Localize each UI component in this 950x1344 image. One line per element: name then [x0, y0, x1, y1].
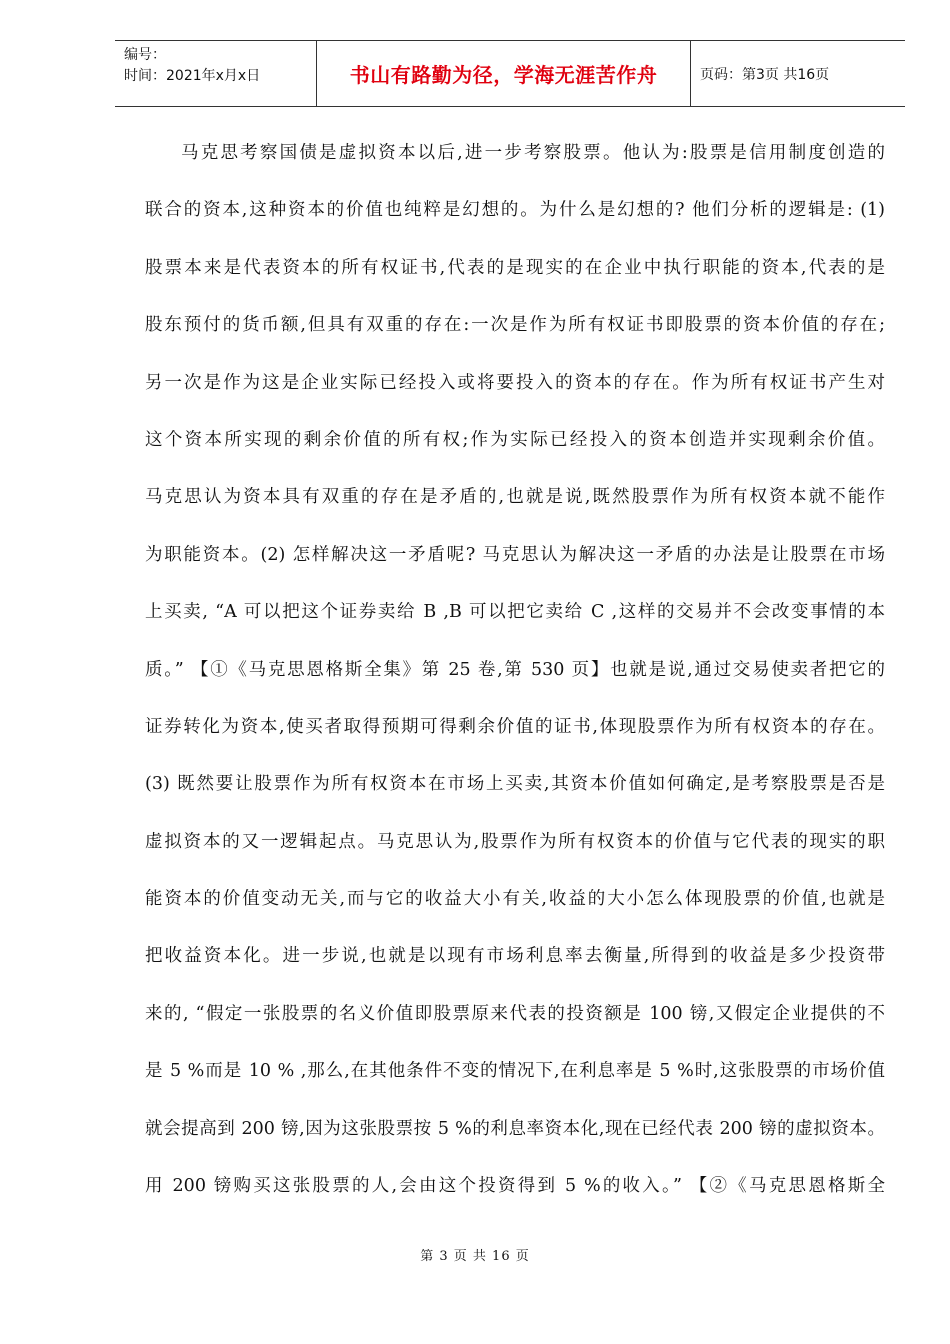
text-line: 这个资本所实现的剩余价值的所有权;作为实际已经投入的资本创造并实现剩余价值。 — [145, 429, 885, 450]
body-text — [145, 125, 885, 1215]
text-line: 上买卖, “A 可以把这个证券卖给 B ,B 可以把它卖给 C ,这样的交易并不会改变事情的本 — [145, 602, 885, 623]
motto-text: 书山有路勤为径，学海无涯苦作舟 — [349, 63, 658, 87]
text-line: 另一次是作为这是企业实际已经投入或将要投入的资本的存在。作为所有权证书产生对 — [145, 372, 885, 393]
page-footer — [0, 1245, 950, 1264]
text-line: 为职能资本。(2) 怎样解决这一矛盾呢? 马克思认为解决这一矛盾的办法是让股票在市场 — [145, 544, 885, 565]
footer-page-number: 第 3 页 共 16 页 — [420, 1249, 530, 1264]
text-line: 是 5 %而是 10 % ,那么,在其他条件不变的情况下,在利息率是 5 %时,这张股票的市场价值 — [145, 1061, 885, 1082]
text-line: 股票本来是代表资本的所有权证书,代表的是现实的在企业中执行职能的资本,代表的是 — [145, 257, 885, 278]
header-motto-cell — [317, 41, 691, 106]
text-line: 把收益资本化。进一步说,也就是以现有市场利息率去衡量,所得到的收益是多少投资带 — [145, 946, 885, 967]
text-line: 马克思考察国债是虚拟资本以后,进一步考察股票。他认为:股票是信用制度创造的 — [181, 143, 885, 163]
text-line: 股东预付的货币额,但具有双重的存在:一次是作为所有权证书即股票的资本价值的存在; — [145, 315, 885, 336]
text-line: 联合的资本,这种资本的价值也纯粹是幻想的。为什么是幻想的? 他们分析的逻辑是: (1) — [145, 200, 885, 221]
text-line: (3) 既然要让股票作为所有权资本在市场上买卖,其资本价值如何确定,是考察股票是否是 — [145, 774, 885, 795]
time-label: 时间：2021年x月x日 — [124, 68, 261, 84]
header-meta-cell — [115, 41, 317, 106]
text-line: 能资本的价值变动无关,而与它的收益大小有关,收益的大小怎么体现股票的价值,也就是 — [145, 889, 885, 910]
text-line: 质。” 【①《马克思恩格斯全集》第 25 卷,第 530 页】也就是说,通过交易使卖者把它的 — [145, 659, 885, 680]
code-label: 编号： — [124, 47, 166, 63]
text-line: 用 200 镑购买这张股票的人,会由这个投资得到 5 %的收入。” 【②《马克思恩格斯全 — [145, 1176, 885, 1197]
page-code: 页码：第3页 共16页 — [700, 66, 830, 83]
text-line: 马克思认为资本具有双重的存在是矛盾的,也就是说,既然股票作为所有权资本就不能作 — [145, 487, 885, 508]
text-line: 虚拟资本的又一逻辑起点。马克思认为,股票作为所有权资本的价值与它代表的现实的职 — [145, 831, 885, 852]
text-line: 来的, “假定一张股票的名义价值即股票原来代表的投资额是 100 镑,又假定企业提供的不 — [145, 1003, 885, 1024]
header-page-cell — [691, 41, 905, 106]
text-line: 证券转化为资本,使买者取得预期可得剩余价值的证书,体现股票作为所有权资本的存在。 — [145, 716, 885, 737]
text-line: 就会提高到 200 镑,因为这张股票按 5 %的利息率资本化,现在已经代表 200 镑的虚拟资本。 — [145, 1118, 885, 1139]
document-header — [115, 40, 905, 107]
